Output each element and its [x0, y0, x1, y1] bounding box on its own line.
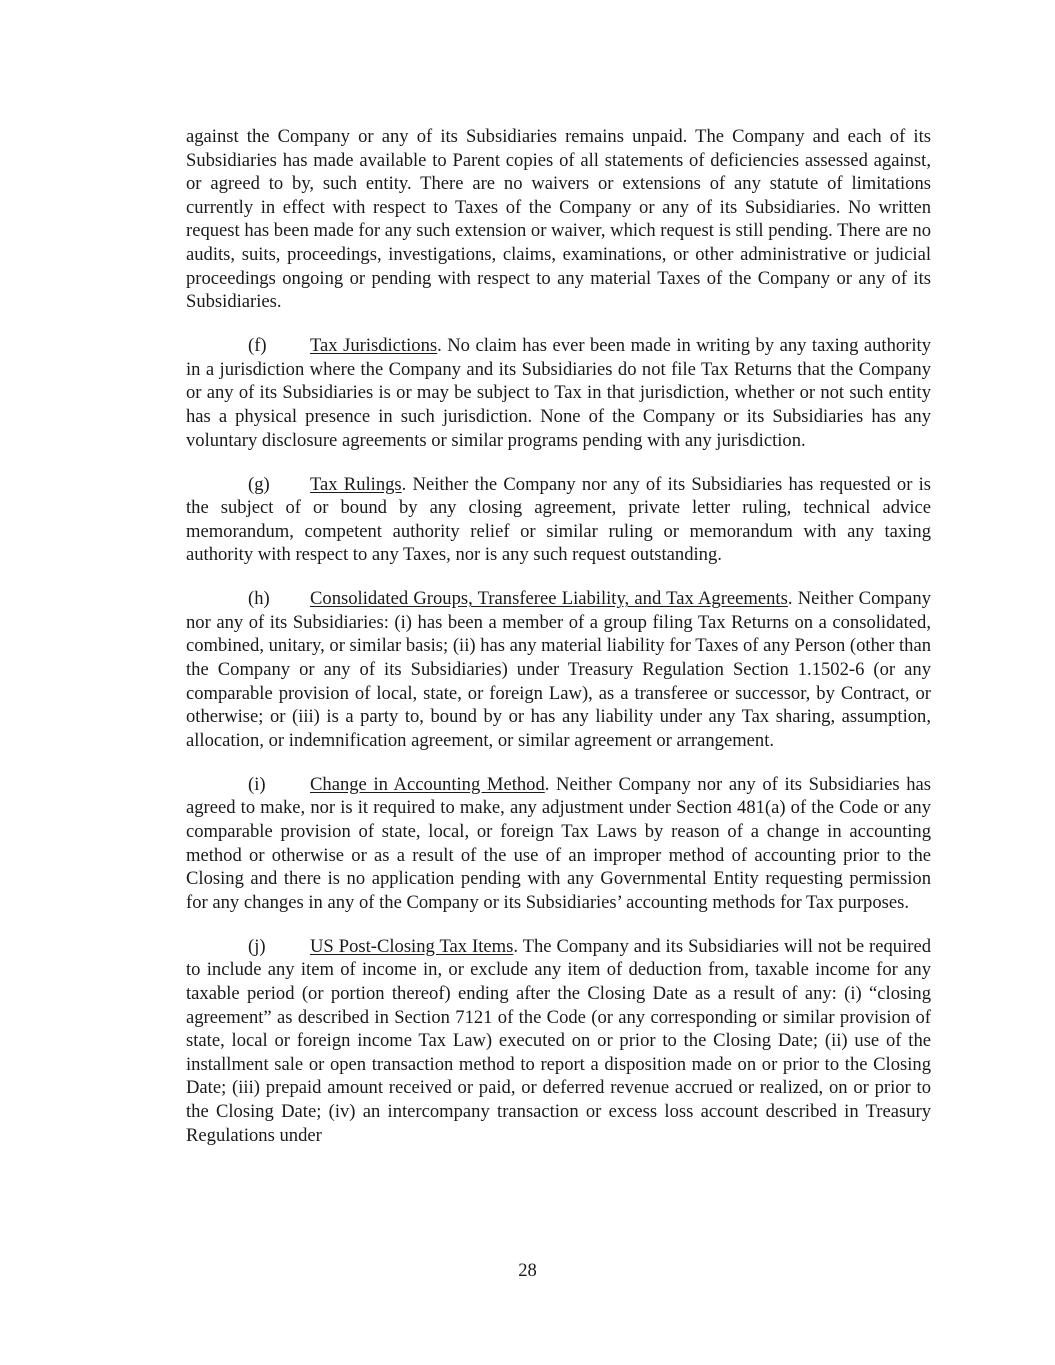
section-body: . Neither Company nor any of its Subsidiaries: (i) has been a member of a group filing Tax Returns on a consolidated, combined, unitary, or similar basis; (ii) has any material liability for Taxes of any Person (other than the Company or any of its Subsidiaries) under Treasury Regulation Section 1.1502-6 (or any comparable provision of local, state, or foreign Law), as a transferee or successor, by Contract, or otherwise; or (iii) is a party to, bound by or has any liability under any Tax sharing, assumption, allocation, or indemnification agreement, or similar agreement or arrangement.	[186, 588, 931, 751]
section-body: . Neither Company nor any of its Subsidiaries has agreed to make, nor is it required to make, any adjustment under Section 481(a) of the Code or any comparable provision of state, local, or foreign Tax Laws by reason of a change in accounting method or otherwise or as a result of the use of an improper method of accounting prior to the Closing and there is no application pending with any Governmental Entity requesting permission for any changes in any of the Company or its Subsidiaries’ accounting methods for Tax purposes.	[186, 773, 931, 913]
section-heading: Tax Jurisdictions	[310, 335, 438, 357]
section-heading: Change in Accounting Method	[310, 773, 545, 795]
section-heading: Consolidated Groups, Transferee Liability, and Tax Agreements	[310, 588, 788, 610]
section-marker: (i)	[248, 773, 266, 795]
section-marker: (h)	[248, 588, 270, 610]
section-body: . No claim has ever been made in writing by any taxing authority in a jurisdiction where the Company and its Subsidiaries do not file Tax Returns that the Company or any of its Subsidiaries is or may be subject to Tax in that jurisdiction, whether or not such entity has a physical presence in such jurisdiction. None of the Company or its Subsidiaries has any voluntary disclosure agreements or similar programs pending with any jurisdiction.	[186, 335, 931, 451]
section-g-tax-rulings	[186, 473, 931, 567]
document-body	[186, 125, 931, 1168]
section-heading: US Post-Closing Tax Items	[310, 935, 514, 957]
section-j-us-post-closing-tax-items	[186, 935, 931, 1147]
section-h-consolidated-groups	[186, 587, 931, 752]
section-heading: Tax Rulings	[310, 473, 402, 495]
page-number: 28	[518, 1260, 537, 1281]
section-i-change-in-accounting-method	[186, 773, 931, 915]
section-marker: (j)	[248, 935, 266, 957]
section-f-tax-jurisdictions	[186, 334, 931, 452]
continuation-paragraph: against the Company or any of its Subsidiaries remains unpaid. The Company and each of its Subsidiaries has made available to Parent copies of all statements of deficiencies assessed against, or agreed to by, such entity. There are no waivers or extensions of any statute of limitations currently in effect with respect to Taxes of the Company or any of its Subsidiaries. No written request has been made for any such extension or waiver, which request is still pending. There are no audits, suits, proceedings, investigations, claims, examinations, or other administrative or judicial proceedings ongoing or pending with respect to any material Taxes of the Company or any of its Subsidiaries.	[186, 126, 932, 313]
section-body: . Neither the Company nor any of its Subsidiaries has requested or is the subject of or bound by any closing agreement, private letter ruling, technical advice memorandum, competent authority relief or similar ruling or memorandum with any taxing authority with respect to any Taxes, nor is any such request outstanding.	[186, 473, 931, 566]
section-marker: (g)	[248, 473, 270, 495]
section-body: . The Company and its Subsidiaries will not be required to include any item of income in, or exclude any item of deduction from, taxable income for any taxable period (or portion thereof) ending after the Closing Date as a result of any: (i) “closing agreement” as described in Section 7121 of the Code (or any corresponding or similar provision of state, local or foreign income Tax Law) executed on or prior to the Closing Date; (ii) use of the installment sale or open transaction method to report a disposition made on or prior to the Closing Date; (iii) prepaid amount received or paid, or deferred revenue accrued or realized, on or prior to the Closing Date; (iv) an intercompany transaction or excess loss account described in Treasury Regulations under	[186, 935, 931, 1146]
section-marker: (f)	[248, 335, 267, 357]
